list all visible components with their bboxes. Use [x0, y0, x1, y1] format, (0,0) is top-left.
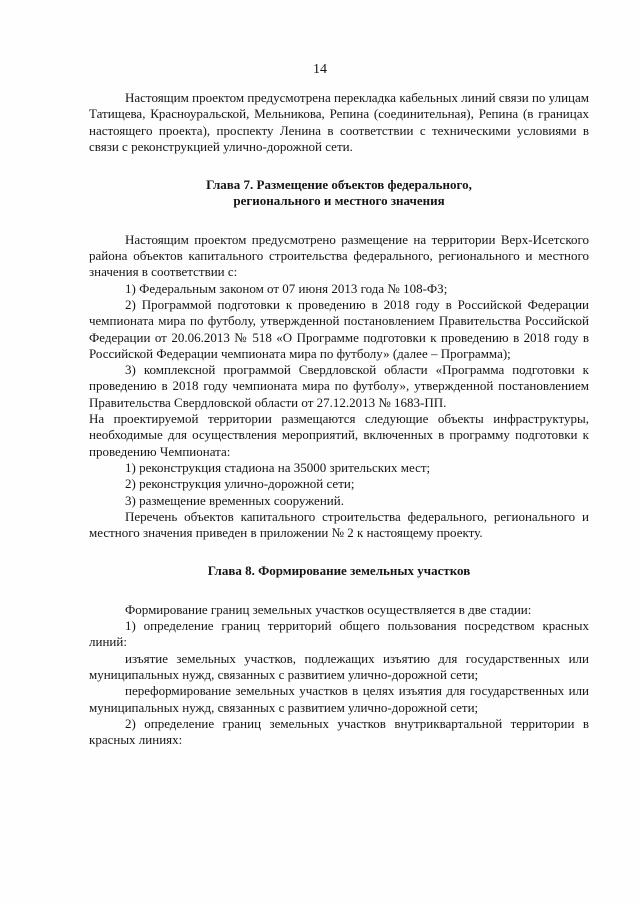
chapter-7-list-item: 3) размещение временных сооружений.	[125, 492, 344, 508]
chapter-7-list-item: 3) комплексной программой Свердловской области «Программа подготовки к проведению в 2018 году чемпионата мира по футболу», утвержденной постановлением Правительства Свердловской области от 27.12.2013 № 1683-ПП.	[89, 362, 589, 410]
chapter-7-paragraph: На проектируемой территории размещаются следующие объекты инфраструктуры, необходимые для осуществления мероприятий, включенных в программу подготовки к проведению Чемпионата:	[89, 411, 589, 459]
chapter-7-paragraph: Настоящим проектом предусмотрено размещение на территории Верх-Исетского района объектов капитального строительства федерального, регионального и местного значения в соответствии с:	[89, 231, 589, 280]
chapter-7-list-item: 2) Программой подготовки к проведению в 2018 году в Российской Федерации чемпионата мира по футболу, утвержденной постановлением Правительства Российской Федерации от 20.06.2013 № 518 «О Программе подготовки к проведению в 2018 году в Российской Федерации чемпионата мира по футболу» (далее – Программа);	[89, 296, 589, 361]
intro-paragraph: Настоящим проектом предусмотрена перекладка кабельных линий связи по улицам Татищева, Красноуральской, Мельникова, Репина (соединительная), Репина (в границах настоящего проекта), проспекту Ленина в соответствии с техническими условиями в связи с реконструкцией улично-дорожной сети.	[89, 90, 589, 154]
chapter-7-heading	[89, 177, 589, 210]
chapter-8-paragraph: переформирование земельных участков в целях изъятия для государственных или муниципальных нужд, связанных с развитием улично-дорожной сети;	[89, 683, 589, 715]
page-content	[89, 90, 589, 748]
chapter-8-list-item: 2) определение границ земельных участков внутриквартальной территории в красных линиях:	[89, 715, 589, 748]
chapter-7-title-line2: регионального и местного значения	[233, 193, 445, 209]
chapter-7-list-item: 1) реконструкция стадиона на 35000 зрительских мест;	[125, 459, 431, 475]
chapter-8-list-item: 1) определение границ территорий общего пользования посредством красных линий:	[89, 618, 589, 650]
chapter-8-paragraph: изъятие земельных участков, подлежащих изъятию для государственных или муниципальных нужд, связанных с развитием улично-дорожной сети;	[89, 650, 589, 682]
chapter-7-title-line1: Глава 7. Размещение объектов федерального,	[206, 177, 472, 193]
chapter-8-title: Глава 8. Формирование земельных участков	[207, 563, 471, 579]
chapter-8-heading	[89, 563, 589, 579]
chapter-7-list-item: 1) Федеральным законом от 07 июня 2013 года № 108-ФЗ;	[125, 280, 448, 296]
page-number: 14	[313, 62, 327, 77]
chapter-8-paragraph: Формирование границ земельных участков осуществляется в две стадии:	[125, 601, 532, 617]
chapter-7-paragraph: Перечень объектов капитального строительства федерального, регионального и местного значения приведен в приложении № 2 к настоящему проекту.	[89, 508, 589, 541]
chapter-7-list-item: 2) реконструкция улично-дорожной сети;	[125, 476, 355, 492]
